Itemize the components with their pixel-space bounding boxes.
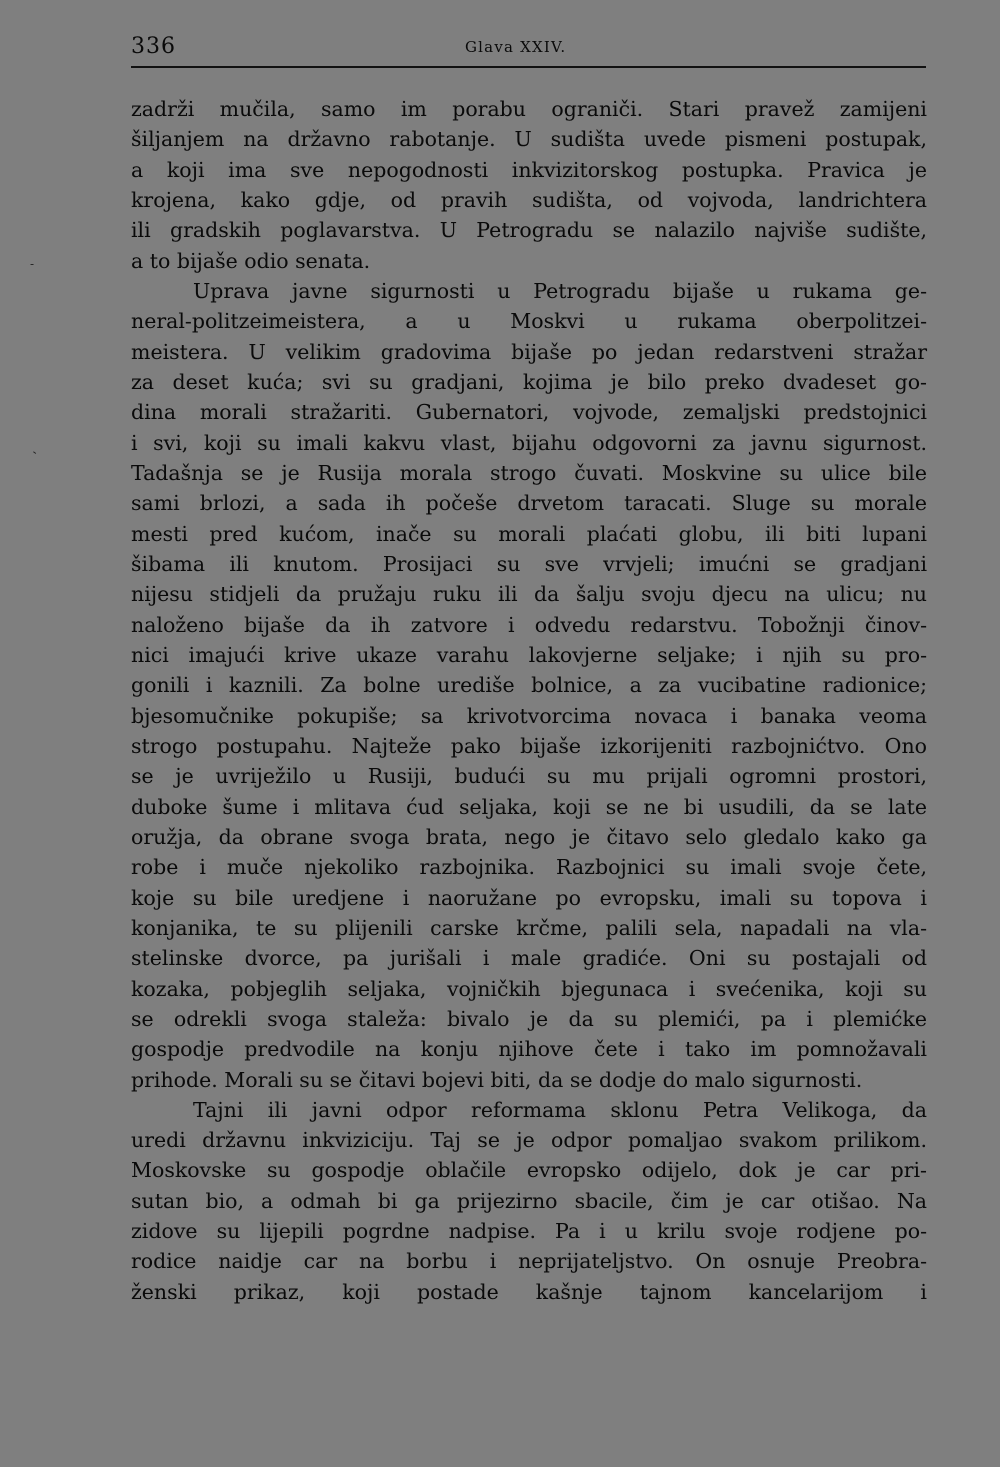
text-line: Uprava javne sigurnosti u Petrogradu bijaše u rukama ge- xyxy=(193,278,927,303)
text-line: duboke šume i mlitava ćud seljaka, koji se ne bi usudili, da se late xyxy=(131,794,927,819)
text-line: a to bijaše odio senata. xyxy=(131,248,371,273)
text-line: Moskovske su gospodje oblačile evropsko odijelo, dok je car pri- xyxy=(131,1158,927,1183)
text-line: prihode. Morali su se čitavi bojevi biti, da se dodje do malo sigurnosti. xyxy=(131,1067,863,1092)
text-line: dina morali stražariti. Gubernatori, vojvode, zemaljski predstojnici xyxy=(131,400,927,425)
text-line: mesti pred kućom, inače su morali plaćati globu, ili biti lupani xyxy=(131,521,927,546)
text-line: meistera. U velikim gradovima bijaše po jedan redarstveni stražar xyxy=(131,339,927,364)
text-line: šiljanjem na državno rabotanje. U sudišta uvede pismeni postupak, xyxy=(131,127,927,152)
text-line: ženski prikaz, koji postade kašnje tajnom kancelarijom i xyxy=(131,1279,927,1304)
text-line: zidove su lijepili pogrdne nadpise. Pa i u krilu svoje rodjene po- xyxy=(131,1219,927,1244)
text-line: uredi državnu inkviziciju. Taj se je odpor pomaljao svakom prilikom. xyxy=(131,1128,927,1153)
text-line: se je uvriježilo u Rusiji, budući su mu prijali ogromni prostori, xyxy=(131,764,927,789)
text-line: ili gradskih poglavarstva. U Petrogradu se nalazilo najviše sudište, xyxy=(131,218,927,243)
text-line: neral-politzeimeistera, a u Moskvi u rukama oberpolitzei- xyxy=(131,309,927,334)
text-line: stelinske dvorce, pa jurišali i male gradiće. Oni su postajali od xyxy=(131,946,927,971)
text-line: robe i muče njekoliko razbojnika. Razbojnici su imali svoje čete, xyxy=(131,855,927,880)
text-line: se odrekli svoga staleža: bivalo je da su plemići, pa i plemićke xyxy=(131,1006,927,1031)
text-line: gonili i kaznili. Za bolne urediše bolnice, a za vucibatine radionice; xyxy=(131,673,927,698)
text-line: rodice naidje car na borbu i neprijateljstvo. On osnuje Preobra- xyxy=(131,1249,927,1274)
text-line: i svi, koji su imali kakvu vlast, bijahu odgovorni za javnu sigurnost. xyxy=(131,430,927,455)
text-line: Tajni ili javni odpor reformama sklonu Petra Velikoga, da xyxy=(193,1097,927,1122)
text-line: sami brlozi, a sada ih počeše drvetom taracati. Sluge su morale xyxy=(131,491,927,516)
text-line: sutan bio, a odmah bi ga prijezirno sbacile, čim je car otišao. Na xyxy=(131,1188,927,1213)
text-line: nijesu stidjeli da pružaju ruku ili da šalju svoju djecu na ulicu; nu xyxy=(131,582,927,607)
text-line: a koji ima sve nepogodnosti inkvizitorskog postupka. Pravica je xyxy=(131,157,927,182)
running-head: Glava XXIV. xyxy=(465,38,567,56)
text-line: bjesomučnike pokupiše; sa krivotvorcima novaca i banaka veoma xyxy=(131,703,927,728)
text-line: koje su bile uredjene i naoružane po evropsku, imali su topova i xyxy=(131,885,927,910)
header-rule xyxy=(131,66,926,68)
text-line: za deset kuća; svi su gradjani, kojima je bilo preko dvadeset go- xyxy=(131,369,927,394)
text-line: kozaka, pobjeglih seljaka, vojničkih bjegunaca i svećenika, koji su xyxy=(131,976,927,1001)
text-line: nici imajući krive ukaze varahu lakovjerne seljake; i njih su pro- xyxy=(131,642,927,667)
text-line: oružja, da obrane svoga brata, nego je čitavo selo gledalo kako ga xyxy=(131,824,927,849)
margin-mark: - xyxy=(30,257,35,271)
page-header xyxy=(131,32,926,72)
text-line: naloženo bijaše da ih zatvore i odvedu redarstvu. Tobožnji činov- xyxy=(131,612,927,637)
text-line: šibama ili knutom. Prosijaci su sve vrvjeli; imućni se gradjani xyxy=(131,551,927,576)
text-line: konjanika, te su plijenili carske krčme, palili sela, napadali na vla- xyxy=(131,915,927,940)
text-line: Tadašnja se je Rusija morala strogo čuvati. Moskvine su ulice bile xyxy=(131,460,927,485)
text-line: strogo postupahu. Najteže pako bijaše izkorijeniti razbojnićtvo. Ono xyxy=(131,733,927,758)
text-line: krojena, kako gdje, od pravih sudišta, od vojvoda, landrichtera xyxy=(131,187,927,212)
page-number: 336 xyxy=(131,34,176,59)
margin-mark: - xyxy=(29,445,41,459)
text-line: zadrži mučila, samo im porabu ograniči. Stari pravež zamijeni xyxy=(131,97,927,121)
body-text xyxy=(131,94,927,1307)
text-line: gospodje predvodile na konju njihove čete i tako im pomnožavali xyxy=(131,1037,927,1062)
